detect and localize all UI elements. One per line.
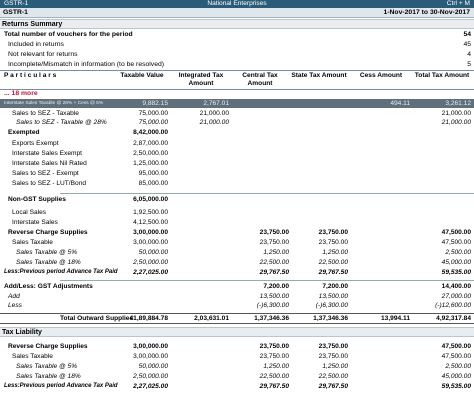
cell-total: 59,535.00 [441, 383, 471, 390]
cell-total: 59,535.00 [441, 269, 471, 276]
cell-taxable: 75,000.00 [138, 110, 168, 117]
table-row-selected[interactable] [0, 90, 474, 108]
cell-igst: 21,000.00 [199, 110, 229, 117]
table-row[interactable] [0, 292, 474, 301]
cell-total: 45,000.00 [441, 373, 471, 380]
table-row[interactable] [0, 258, 474, 267]
table-row[interactable] [0, 169, 474, 178]
app-name: GSTR-1 [4, 0, 29, 7]
cell-igst: 2,767.01 [203, 100, 229, 107]
cell-sgst: 23,750.00 [318, 229, 348, 236]
cell-taxable: 50,000.00 [138, 249, 168, 256]
tax-liability-header: Tax Liability [0, 327, 474, 337]
cell-cgst: 13,500.00 [259, 293, 289, 300]
cell-cgst: 23,750.00 [259, 239, 289, 246]
cell-taxable: 50,000.00 [138, 363, 168, 370]
cell-sgst: 13,500.00 [318, 293, 348, 300]
cell-cgst: 23,750.00 [259, 229, 289, 236]
summary-value: 45 [463, 41, 471, 48]
table-row[interactable] [0, 301, 474, 310]
cell-cgst: 1,37,346.36 [254, 315, 289, 322]
divider [60, 280, 474, 281]
cell-taxable: 2,87,000.00 [133, 140, 168, 147]
cell-taxable: 3,00,000.00 [133, 343, 168, 350]
row-label: Interstate Sales Taxable @ 28% + Cess @ 5% [4, 101, 104, 106]
table-row-group-exempted[interactable] [0, 128, 474, 137]
more-rows-link[interactable]: ... 18 more [4, 90, 38, 97]
col-cess: Cess Amount [359, 72, 403, 79]
company-name: National Enterprises [207, 0, 267, 7]
col-total: Total Tax Amount [414, 72, 470, 79]
column-header [0, 70, 474, 90]
table-row[interactable] [0, 139, 474, 148]
cell-total: 47,500.00 [441, 343, 471, 350]
table-row[interactable] [0, 208, 474, 217]
returns-summary-header: Returns Summary [0, 19, 474, 29]
col-particulars: P a r t i c u l a r s [4, 72, 57, 79]
row-label: Sales Taxable [12, 353, 53, 360]
col-cgst: Central Tax Amount [242, 72, 278, 87]
cell-taxable: 1,25,000.00 [133, 160, 168, 167]
cell-taxable: 75,000.00 [138, 119, 168, 126]
col-igst: Integrated Tax Amount [178, 72, 224, 87]
cell-cgst: 1,250.00 [263, 363, 289, 370]
cell-total: 21,000.00 [441, 110, 471, 117]
cell-sgst: 22,500.00 [318, 373, 348, 380]
cell-taxable: 3,00,000.00 [133, 229, 168, 236]
cell-sgst: 23,750.00 [318, 239, 348, 246]
row-label: Sales Taxable @ 18% [16, 259, 81, 266]
cell-igst: 21,000.00 [199, 119, 229, 126]
cell-taxable: 3,00,000.00 [133, 239, 168, 246]
cell-cgst: 23,750.00 [259, 353, 289, 360]
row-label: Total Outward Supplies [60, 315, 134, 322]
cell-sgst: 23,750.00 [318, 353, 348, 360]
cell-total: 45,000.00 [441, 259, 471, 266]
summary-value: 5 [467, 61, 471, 68]
summary-row-not-relevant[interactable] [0, 50, 474, 59]
row-label: Interstate Sales Nil Rated [12, 160, 87, 167]
table-row-total-outward[interactable] [0, 313, 474, 324]
cell-sgst: (-)6,300.00 [315, 302, 348, 309]
divider [60, 193, 474, 194]
table-row[interactable] [0, 352, 474, 361]
row-label: Non-GST Supplies [8, 196, 66, 203]
cell-taxable: 2,50,000.00 [133, 259, 168, 266]
row-label: Less:Previous period Advance Tax Paid [4, 269, 118, 275]
cell-cgst: 7,200.00 [263, 283, 289, 290]
table-row[interactable] [0, 109, 474, 118]
col-sgst: State Tax Amount [291, 72, 347, 79]
cell-taxable: 2,50,000.00 [133, 373, 168, 380]
cell-taxable: 41,89,884.78 [129, 315, 168, 322]
cell-sgst: 1,250.00 [322, 363, 348, 370]
cell-sgst: 7,200.00 [322, 283, 348, 290]
cell-cess: 13,994.11 [381, 315, 410, 322]
cell-cgst: 22,500.00 [259, 259, 289, 266]
row-label: Local Sales [12, 209, 47, 216]
cell-taxable: 95,000.00 [138, 170, 168, 177]
shortcut-hint[interactable]: Ctrl + M [446, 0, 470, 7]
cell-taxable: 3,00,000.00 [133, 353, 168, 360]
summary-label: Incomplete/Mismatch in information (to be resolved) [8, 61, 165, 68]
table-row[interactable] [0, 149, 474, 158]
row-label: Sales to SEZ - LUT/Bond [12, 180, 87, 187]
row-label: Sales Taxable @ 5% [16, 249, 78, 256]
row-label: Add [8, 293, 20, 300]
cell-taxable: 2,27,025.00 [133, 383, 168, 390]
cell-taxable: 6,05,000.00 [133, 196, 168, 203]
cell-sgst: 1,250.00 [322, 249, 348, 256]
summary-row-total-vouchers[interactable] [0, 30, 474, 39]
cell-sgst: 1,37,346.36 [313, 315, 348, 322]
summary-label: Included in returns [8, 41, 64, 48]
report-title: GSTR-1 [3, 9, 28, 16]
table-row-group-adjustments[interactable] [0, 282, 474, 291]
cell-taxable: 2,27,025.00 [133, 269, 168, 276]
cell-cgst: 1,250.00 [263, 249, 289, 256]
cell-total: (-)12,600.00 [435, 302, 471, 309]
summary-value: 4 [467, 51, 471, 58]
summary-label: Total number of vouchers for the period [4, 31, 133, 38]
row-label: Sales to SEZ - Taxable [12, 110, 79, 117]
cell-taxable: 4,12,500.00 [133, 219, 168, 226]
table-row[interactable] [0, 248, 474, 257]
row-label: Less:Previous period Advance Tax Paid [4, 383, 118, 389]
cell-cess: 494.11 [390, 100, 410, 107]
table-row[interactable] [0, 218, 474, 227]
row-label: Exports Exempt [12, 140, 59, 147]
cell-total: 21,000.00 [441, 119, 471, 126]
cell-total: 27,000.00 [441, 293, 471, 300]
table-row-group-reverse-charge[interactable] [0, 342, 474, 351]
summary-row-included[interactable] [0, 40, 474, 49]
table-row-advance-tax[interactable] [0, 382, 474, 391]
cell-total: 2,500.00 [445, 249, 471, 256]
cell-total: 3,261.12 [445, 100, 471, 107]
table-row[interactable] [0, 118, 474, 127]
cell-taxable: 8,42,000.00 [133, 129, 168, 136]
cell-total: 4,92,317.84 [436, 315, 471, 322]
cell-igst: 2,03,631.01 [194, 315, 229, 322]
row-label: Less [8, 302, 22, 309]
summary-label: Not relevant for returns [8, 51, 78, 58]
report-header [0, 8, 474, 18]
cell-sgst: 23,750.00 [318, 343, 348, 350]
table-row[interactable] [0, 238, 474, 247]
row-label: Interstate Sales [12, 219, 58, 226]
cell-total: 2,500.00 [445, 363, 471, 370]
row-label: Sales to SEZ - Taxable @ 28% [16, 119, 107, 126]
cell-taxable: 2,50,000.00 [133, 150, 168, 157]
summary-row-mismatch[interactable] [0, 60, 474, 69]
cell-total: 47,500.00 [441, 353, 471, 360]
cell-sgst: 29,767.50 [318, 383, 348, 390]
cell-taxable: 1,92,500.00 [133, 209, 168, 216]
table-row-advance-tax[interactable] [0, 268, 474, 277]
table-row[interactable] [0, 372, 474, 381]
row-label: Sales Taxable @ 5% [16, 363, 78, 370]
table-row-group-reverse-charge[interactable] [0, 228, 474, 237]
table-row[interactable] [0, 179, 474, 188]
row-label: Sales Taxable @ 18% [16, 373, 81, 380]
cell-sgst: 22,500.00 [318, 259, 348, 266]
row-label: Reverse Charge Supplies [8, 229, 88, 236]
table-row[interactable] [0, 159, 474, 168]
cell-taxable: 9,882.15 [142, 100, 168, 107]
cell-taxable: 85,000.00 [138, 180, 168, 187]
row-label: Reverse Charge Supplies [8, 343, 88, 350]
window-titlebar [0, 0, 474, 8]
row-label: Sales Taxable [12, 239, 53, 246]
row-label: Sales to SEZ - Exempt [12, 170, 79, 177]
cell-cgst: 29,767.50 [259, 269, 289, 276]
cell-total: 47,500.00 [441, 239, 471, 246]
cell-sgst: 29,767.50 [318, 269, 348, 276]
report-period[interactable]: 1-Nov-2017 to 30-Nov-2017 [383, 9, 470, 16]
summary-value: 54 [463, 31, 471, 38]
cell-total: 47,500.00 [441, 229, 471, 236]
cell-total: 14,400.00 [441, 283, 471, 290]
cell-cgst: (-)6,300.00 [256, 302, 289, 309]
table-row-group-non-gst[interactable] [0, 195, 474, 204]
cell-cgst: 23,750.00 [259, 343, 289, 350]
table-row[interactable] [0, 362, 474, 371]
row-label: Interstate Sales Exempt [12, 150, 83, 157]
cell-cgst: 29,767.50 [259, 383, 289, 390]
row-label: Exempted [8, 129, 40, 136]
col-taxable: Taxable Value [120, 72, 164, 79]
cell-cgst: 22,500.00 [259, 373, 289, 380]
row-label: Add/Less: GST Adjustments [4, 283, 93, 290]
